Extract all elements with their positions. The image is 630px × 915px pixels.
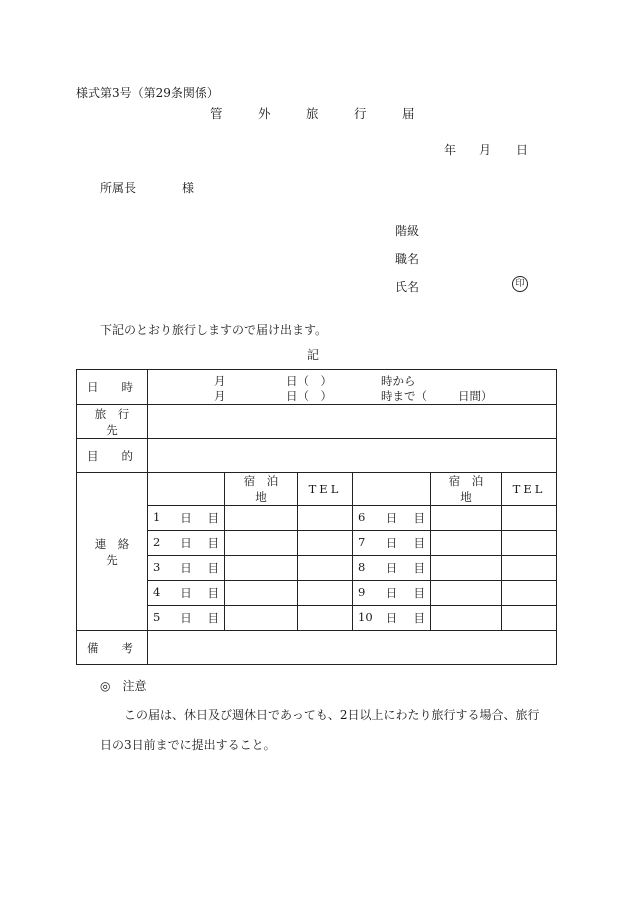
date-line: 年 月 日 [444, 143, 529, 157]
field-rank: 階級 [395, 224, 420, 238]
lodging-cell[interactable] [225, 531, 298, 556]
note-heading: ◎ 注意 [100, 679, 147, 693]
lodging-cell[interactable] [431, 531, 502, 556]
lodging-cell[interactable] [225, 506, 298, 531]
tel-cell[interactable] [502, 506, 557, 531]
dt1-from: 時から [381, 374, 416, 388]
form-number: 様式第3号（第29条関係） [76, 86, 219, 100]
remarks-row [77, 631, 557, 665]
day-label: 6 日 目 [353, 506, 431, 531]
ki-heading: 記 [307, 348, 320, 362]
datetime-row [77, 370, 557, 405]
lodging-header-right: 宿 泊 地 [431, 473, 502, 506]
day-label: 2 日 目 [148, 531, 225, 556]
tel-cell[interactable] [298, 581, 353, 606]
seal-icon: 印 [512, 276, 528, 292]
lodging-cell[interactable] [431, 506, 502, 531]
lodging-cell[interactable] [431, 556, 502, 581]
lodging-cell[interactable] [225, 556, 298, 581]
datetime-cell[interactable] [148, 370, 557, 405]
purpose-row [77, 439, 557, 473]
intro-text: 下記のとおり旅行しますので届け出ます。 [100, 323, 328, 337]
day-label: 5 日 目 [148, 606, 225, 631]
dt2-month: 月 [214, 389, 226, 403]
contact-day-row [77, 556, 557, 581]
lodging-header-left: 宿 泊 地 [225, 473, 298, 506]
destination-label: 旅 行 先 [77, 405, 148, 439]
dt2-until: 時まで（ [381, 389, 427, 403]
day-label: 1 日 目 [148, 506, 225, 531]
destination-cell[interactable] [148, 405, 557, 439]
day-label: 8 日 目 [353, 556, 431, 581]
lodging-cell[interactable] [225, 581, 298, 606]
addressee: 所属長 様 [100, 181, 195, 195]
dt1-month: 月 [214, 374, 226, 388]
note-line-2: 日の3日前までに提出すること。 [100, 738, 276, 752]
tel-header-left: TEL [298, 473, 353, 506]
day-label: 7 日 目 [353, 531, 431, 556]
form-title: 管 外 旅 行 届 [210, 106, 415, 121]
tel-cell[interactable] [298, 506, 353, 531]
contact-day-row [77, 606, 557, 631]
tel-cell[interactable] [298, 556, 353, 581]
day-label: 10 日 目 [353, 606, 431, 631]
destination-row [77, 405, 557, 439]
purpose-cell[interactable] [148, 439, 557, 473]
tel-cell[interactable] [298, 606, 353, 631]
contact-header-blank-left [148, 473, 225, 506]
contact-day-row [77, 581, 557, 606]
contact-day-row [77, 506, 557, 531]
contact-header-blank-right [353, 473, 431, 506]
lodging-cell[interactable] [431, 581, 502, 606]
contact-header-row [77, 473, 557, 506]
remarks-cell[interactable] [148, 631, 557, 665]
tel-cell[interactable] [502, 556, 557, 581]
remarks-label: 備 考 [77, 631, 148, 665]
purpose-label: 目 的 [77, 439, 148, 473]
tel-cell[interactable] [502, 531, 557, 556]
field-name: 氏名 [395, 280, 420, 294]
dt1-day: 日（ ） [286, 374, 332, 388]
tel-header-right: TEL [502, 473, 557, 506]
day-label: 9 日 目 [353, 581, 431, 606]
contact-day-row [77, 531, 557, 556]
dt2-duration: 日間） [458, 389, 493, 403]
day-label: 3 日 目 [148, 556, 225, 581]
lodging-cell[interactable] [431, 606, 502, 631]
lodging-cell[interactable] [225, 606, 298, 631]
field-position: 職名 [395, 252, 420, 266]
contact-label: 連 絡 先 [77, 473, 148, 631]
note-line-1: この届は、休日及び週休日であっても、2日以上にわたり旅行する場合、旅行 [124, 708, 540, 722]
datetime-label: 日 時 [77, 370, 148, 405]
travel-table [76, 369, 557, 665]
tel-cell[interactable] [298, 531, 353, 556]
tel-cell[interactable] [502, 606, 557, 631]
tel-cell[interactable] [502, 581, 557, 606]
dt2-day: 日（ ） [286, 389, 332, 403]
day-label: 4 日 目 [148, 581, 225, 606]
